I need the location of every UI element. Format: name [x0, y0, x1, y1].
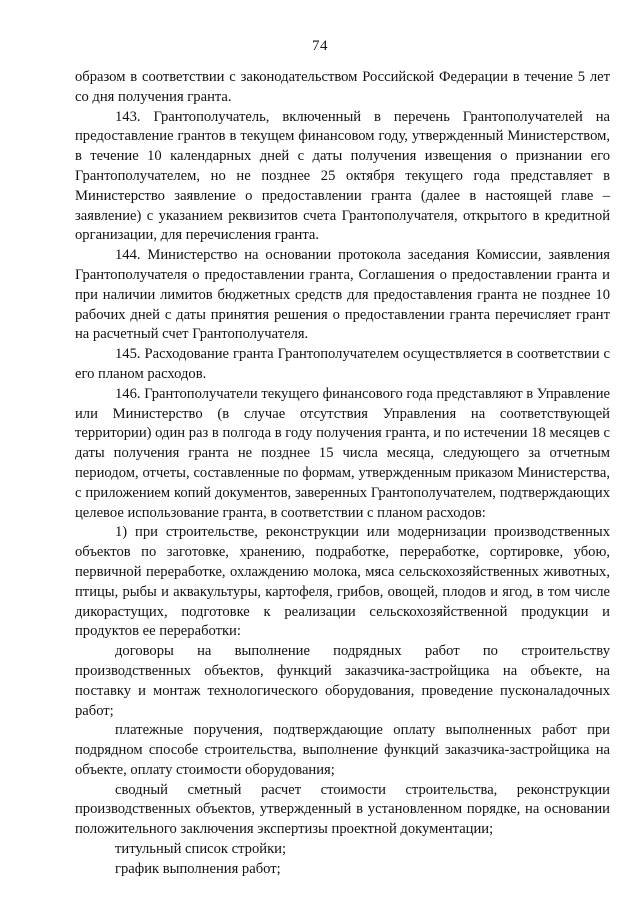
paragraph-title-list: титульный список стройки; [115, 841, 287, 858]
paragraph-contracts: договоры на выполнение подрядных работ по строительству производственных объектов, функций заказчика-застройщика на объекте, на поставку и монтаж технологического оборудования, проведение пусконаладочных работ; [75, 643, 610, 719]
paragraph-144: 144. Министерство на основании протокола заседания Комиссии, заявления Грантополучателя о предоставлении гранта, Соглашения о предоставлении гранта и при наличии лимитов бюджетных средств для предоставления гранта не позднее 10 рабочих дней с даты принятия решения о предоставлении гранта перечисляет грант на расчетный счет Грантополучателя. [75, 247, 610, 343]
paragraph-146-item-1: 1) при строительстве, реконструкции или модернизации производственных объектов по заготовке, хранению, подработке, переработке, сортировке, убою, первичной переработке, охлаждению молока, мяса сельскохозяйственных животных, птицы, рыбы и аквакультуры, картофеля, грибов, овощей, плодов и ягод, в том числе дикорастущих, подготовке к реализации сельскохозяйственной продукции и продуктов ее переработки: [75, 524, 610, 640]
document-body [75, 68, 610, 880]
paragraph-work-schedule: график выполнения работ; [115, 860, 281, 877]
paragraph-cost-estimate: сводный сметный расчет стоимости строительства, реконструкции производственных объектов, утвержденный в установленном порядке, на основании положительного заключения экспертизы проектной документации; [75, 781, 610, 838]
paragraph-payment-orders: платежные поручения, подтверждающие оплату выполненных работ при подрядном способе строительства, выполнение функций заказчика-застройщика на объекте, оплату стоимости оборудования; [75, 722, 610, 778]
page-number: 74 [312, 38, 328, 54]
paragraph-146: 146. Грантополучатели текущего финансового года представляют в Управление или Министерство (в случае отсутствия Управления на соответствующей территории) один раз в полгода в году получения гранта, и по истечении 18 месяцев с даты получения гранта не позднее 15 числа месяца, следующего за отчетным периодом, отчеты, составленные по формам, утвержденным приказом Министерства, с приложением копий документов, заверенных Грантополучателем, подтверждающих целевое использование гранта, в соответствии с планом расходов: [75, 385, 611, 521]
paragraph-143: 143. Грантополучатель, включенный в перечень Грантополучателей на предоставление грантов в текущем финансовом году, утвержденный Министерством, в течение 10 календарных дней с даты получения извещения о признании его Грантополучателем, но не позднее 25 октября текущего года представляет в Министерство заявление о предоставлении гранта (далее в настоящей главе – заявление) с указанием реквизитов счета Грантополучателя, открытого в кредитной организации, для перечисления гранта. [75, 108, 610, 244]
paragraph-continuation: образом в соответствии с законодательством Российской Федерации в течение 5 лет со дня получения гранта. [75, 69, 610, 105]
paragraph-145: 145. Расходование гранта Грантополучателем осуществляется в соответствии с его планом расходов. [75, 346, 610, 382]
